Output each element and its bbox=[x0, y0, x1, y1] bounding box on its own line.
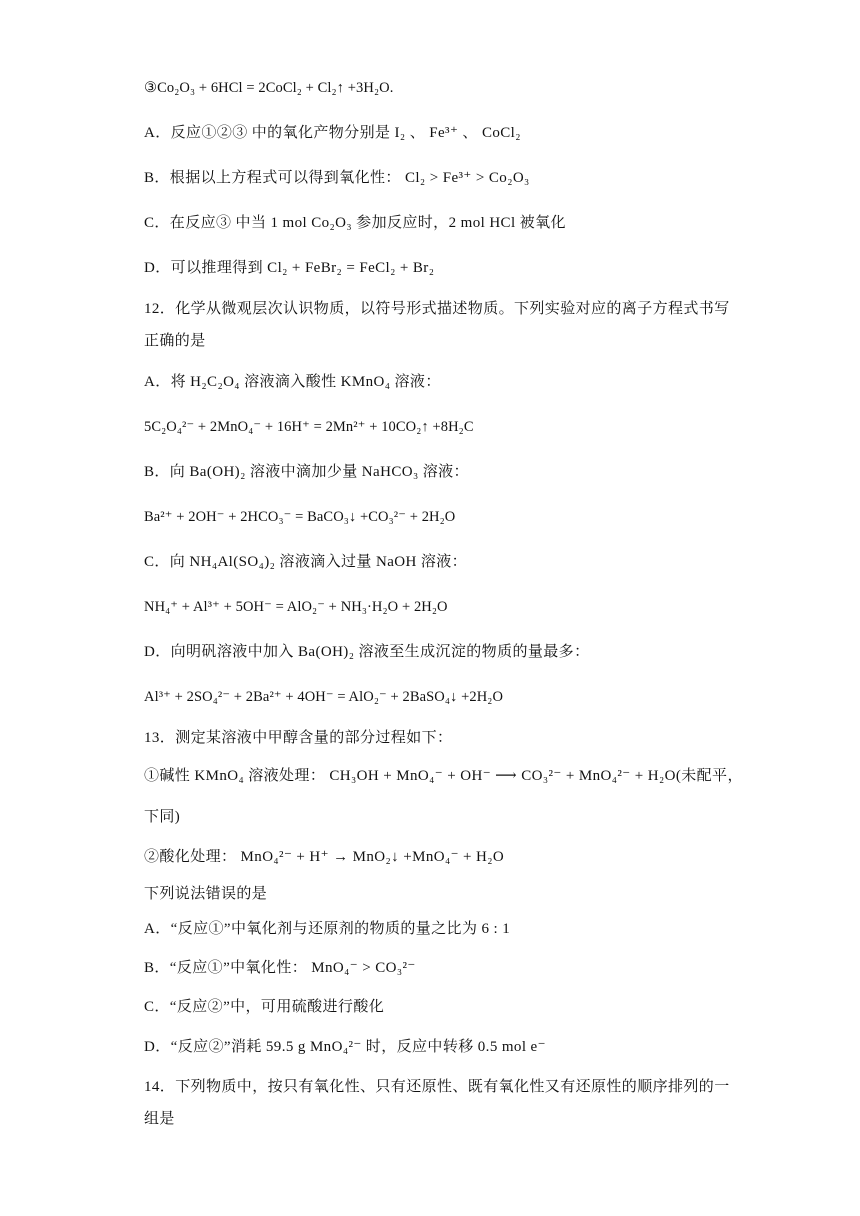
q13-step-1: ①碱性 KMnO₄ 溶液处理： CH₃OH + MnO₄⁻ + OH⁻ ⟶ CO₃²⁻ + MnO₄²⁻ + H₂O(未配平， bbox=[144, 768, 743, 784]
q13-option-b: B．“反应①”中氧化性： MnO₄⁻ > CO₃²⁻ bbox=[144, 960, 416, 976]
q12-option-d: D．向明矾溶液中加入 Ba(OH)₂ 溶液至生成沉淀的物质的量最多： bbox=[144, 644, 590, 660]
q12-option-b-equation: Ba²⁺ + 2OH⁻ + 2HCO₃⁻ = BaCO₃↓ +CO₃²⁻ + 2H₂O bbox=[144, 509, 456, 525]
q12-option-a-equation: 5C₂O₄²⁻ + 2MnO₄⁻ + 16H⁺ = 2Mn²⁺ + 10CO₂↑ +8H₂C bbox=[144, 419, 474, 435]
q11-equation-3: ③Co₂O₃ + 6HCl = 2CoCl₂ + Cl₂↑ +3H₂O. bbox=[144, 80, 394, 96]
q13-step-1-continued: 下同) bbox=[144, 809, 181, 825]
q12-stem-line-1: 12．化学从微观层次认识物质，以符号形式描述物质。下列实验对应的离子方程式书写 bbox=[144, 301, 730, 317]
q11-option-c: C．在反应③ 中当 1 mol Co₂O₃ 参加反应时，2 mol HCl 被氧化 bbox=[144, 215, 566, 231]
q12-option-b: B．向 Ba(OH)₂ 溶液中滴加少量 NaHCO₃ 溶液： bbox=[144, 464, 469, 480]
q12-option-c: C．向 NH₄Al(SO₄)₂ 溶液滴入过量 NaOH 溶液： bbox=[144, 554, 468, 570]
q13-option-c: C．“反应②”中，可用硫酸进行酸化 bbox=[144, 999, 385, 1015]
q13-option-a: A．“反应①”中氧化剂与还原剂的物质的量之比为 6 : 1 bbox=[144, 921, 511, 937]
q12-option-a: A．将 H₂C₂O₄ 溶液滴入酸性 KMnO₄ 溶液： bbox=[144, 374, 441, 390]
q11-option-d: D．可以推理得到 Cl₂ + FeBr₂ = FeCl₂ + Br₂ bbox=[144, 260, 435, 276]
q14-stem-line-2: 组是 bbox=[144, 1111, 175, 1127]
q13-question: 下列说法错误的是 bbox=[144, 886, 268, 902]
q11-option-b: B．根据以上方程式可以得到氧化性： Cl₂ > Fe³⁺ > Co₂O₃ bbox=[144, 170, 530, 186]
q13-step-2: ②酸化处理： MnO₄²⁻ + H⁺ → MnO₂↓ +MnO₄⁻ + H₂O bbox=[144, 849, 505, 865]
q12-option-d-equation: Al³⁺ + 2SO₄²⁻ + 2Ba²⁺ + 4OH⁻ = AlO₂⁻ + 2BaSO₄↓ +2H₂O bbox=[144, 689, 504, 705]
q13-option-d: D．“反应②”消耗 59.5 g MnO₄²⁻ 时，反应中转移 0.5 mol e⁻ bbox=[144, 1039, 546, 1055]
q13-stem: 13．测定某溶液中甲醇含量的部分过程如下： bbox=[144, 730, 453, 746]
q12-stem-line-2: 正确的是 bbox=[144, 333, 206, 349]
q11-option-a: A．反应①②③ 中的氧化产物分别是 I₂ 、 Fe³⁺ 、 CoCl₂ bbox=[144, 125, 521, 141]
q14-stem-line-1: 14．下列物质中，按只有氧化性、只有还原性、既有氧化性又有还原性的顺序排列的一 bbox=[144, 1079, 730, 1095]
q12-option-c-equation: NH₄⁺ + Al³⁺ + 5OH⁻ = AlO₂⁻ + NH₃·H₂O + 2H₂O bbox=[144, 599, 448, 615]
